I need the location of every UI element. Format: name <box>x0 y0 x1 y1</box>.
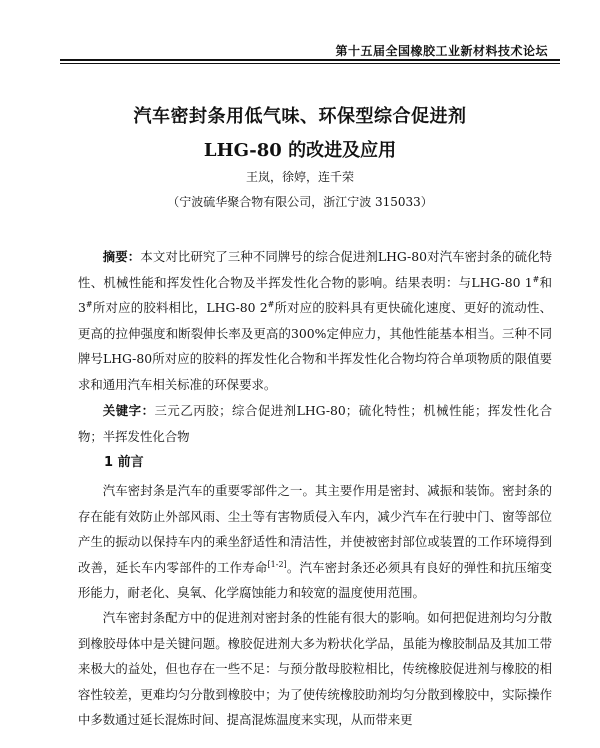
abstract <box>78 244 552 398</box>
abstract-text-2: 和3 <box>78 274 553 316</box>
running-header <box>0 0 600 64</box>
paper-title-line1: 汽车密封条用低气味、环保型综合促进剂 <box>133 106 467 127</box>
keywords <box>78 398 552 449</box>
intro-p1-text-b: 。汽车密封条还必须具有良好的弹性和抗压缩变形能力，耐老化、臭氧、化学腐蚀能力和较宽的温度使用范围。 <box>78 559 552 601</box>
author-list: 王岚，徐婷，连千荣 <box>245 170 354 184</box>
citation-ref: [1-2] <box>267 559 287 569</box>
affiliation: （宁波硫华聚合物有限公司，浙江宁波 315033） <box>167 195 433 209</box>
header-rule-thin <box>60 63 560 64</box>
proceedings-title: 第十五届全国橡胶工业新材料技术论坛 <box>335 44 548 58</box>
intro-paragraph-1 <box>78 478 552 606</box>
abstract-sup-1: # <box>532 274 540 284</box>
section-heading-introduction: 1 前言 <box>104 455 144 470</box>
keywords-label: 关键字： <box>102 403 155 418</box>
abstract-text-4: 所对应的胶料具有更快硫化速度、更好的流动性、更高的拉伸强度和断裂伸长率及更高的300%定伸应力，其他性能基本相当。三种不同牌号LHG-80所对应的胶料的挥发性化合物和半挥发性化合物均符合单项物质的限值要求和通用汽车相关标准的环保要求。 <box>78 300 553 392</box>
abstract-label: 摘要： <box>102 249 141 264</box>
abstract-text-3: 所对应的胶料相比，LHG-80 2 <box>92 300 268 316</box>
abstract-text-1: 本文对比研究了三种不同牌号的综合促进剂LHG-80对汽车密封条的硫化特性、机械性能和挥发性化合物及半挥发性化合物的影响。结果表明：与LHG-80 1 <box>78 249 552 290</box>
abstract-sup-3: # <box>267 300 275 310</box>
paper-title-line2: LHG-80 的改进及应用 <box>203 140 397 161</box>
keywords-text: 三元乙丙胶；综合促进剂LHG-80；硫化特性；机械性能；挥发性化合物；半挥发性化合物 <box>78 403 553 444</box>
header-rule <box>60 59 560 61</box>
intro-paragraph-2: 汽车密封条配方中的促进剂对密封条的性能有很大的影响。如何把促进剂均匀分散到橡胶母体中是关键问题。橡胶促进剂大多为粉状化学品，虽能为橡胶制品及其加工带来极大的益处，但也存在一些不足：与预分散母胶粒相比，传统橡胶促进剂与橡胶的相容性较差，更难均匀分散到橡胶中；为了使传统橡胶助剂均匀分散到橡胶中，实际操作中多数通过延长混炼时间、提高混炼温度来实现，从而带来更 <box>78 610 552 728</box>
intro-p1-text-a: 汽车密封条是汽车的重要零部件之一。其主要作用是密封、减振和装饰。密封条的存在能有效防止外部风雨、尘土等有害物质侵入车内，减少汽车在行驶中门、窗等部位产生的振动以保持车内的乘坐舒适性和清洁性，并使被密封部位或装置的工作环境得到改善，延长车内零部件的工作寿命 <box>78 483 552 575</box>
abstract-sup-2: # <box>85 300 93 310</box>
